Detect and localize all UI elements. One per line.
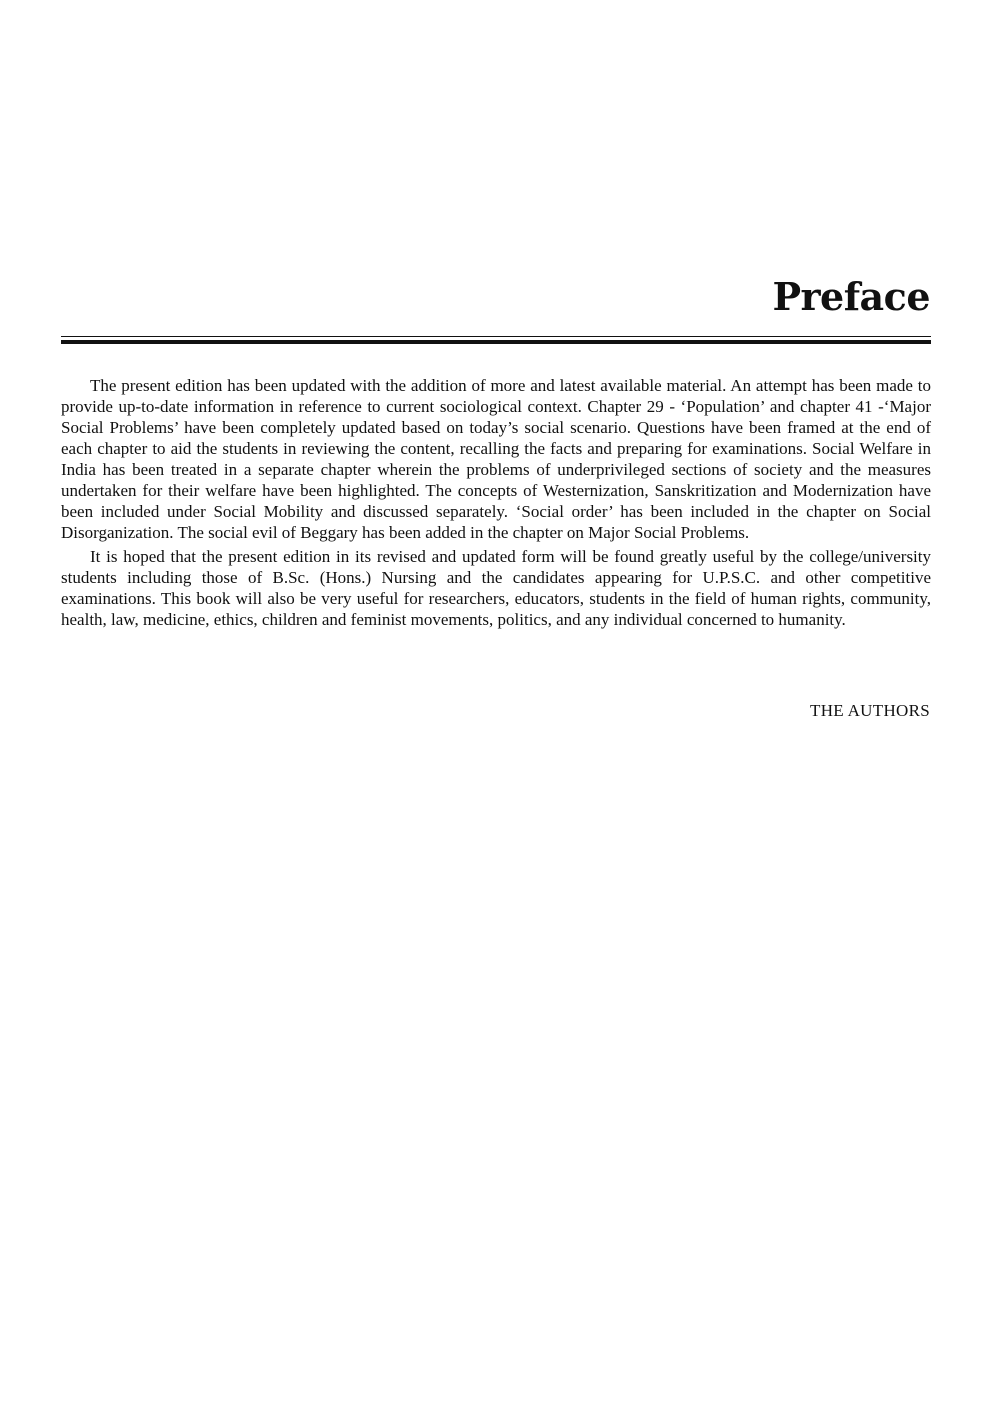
preface-body [61,375,931,633]
signature: THE AUTHORS [810,701,930,720]
title-rule-thin [61,336,931,337]
page-title: Preface [772,274,930,319]
paragraph: The present edition has been updated with the addition of more and latest available material. An attempt has been made to provide up-to-date information in reference to current sociological context. Chapter 29 - ‘Population’ and chapter 41 -‘Major Social Problems’ have been completely updated based on today’s social scenario. Questions have been framed at the end of each chapter to aid the students in reviewing the content, recalling the facts and preparing for examinations. Social Welfare in India has been treated in a separate chapter wherein the problems of underprivileged sections of society and the measures undertaken for their welfare have been highlighted. The concepts of Westernization, Sanskritization and Modernization have been included under Social Mobility and discussed separately. ‘Social order’ has been included in the chapter on Social Disorganization. The social evil of Beggary has been added in the chapter on Major Social Problems. [61,376,931,542]
paragraph: It is hoped that the present edition in its revised and updated form will be found greatly useful by the college/university students including those of B.Sc. (Hons.) Nursing and the candidates appearing for U.P.S.C. and other competitive examinations. This book will also be very useful for researchers, educators, students in the field of human rights, community, health, law, medicine, ethics, children and feminist movements, politics, and any individual concerned to humanity. [61,547,931,629]
title-rule-thick [61,340,931,344]
